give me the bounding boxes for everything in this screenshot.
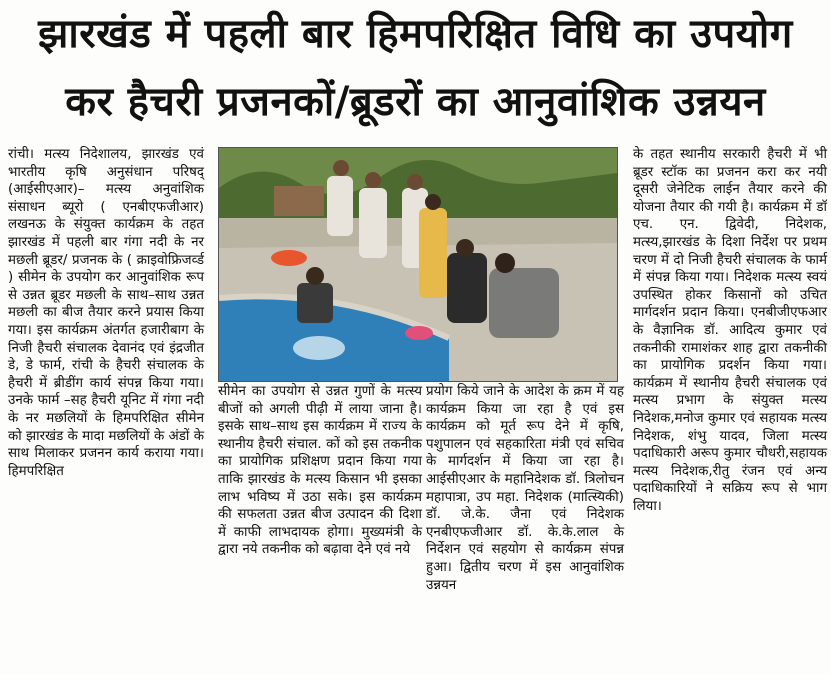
article-text-col-2: सीमेन का उपयोग से उन्नत गुणों के मत्स्य बीजों को अगली पीढ़ी में लाया जाना है। इसके साथ–साथ इस कार्यक्रम में राज्य के स्थानीय हैचरी संचाल. कों को इस तकनीक का प्रायोगिक प्रशिक्षण प्रदान किया गया ताकि झारखंड के मत्स्य किसान भी इसका लाभ भविष्य में उठा सके। इस कार्यक्रम की सफलता उन्नत बीज उत्पादन की दिशा में काफी लाभदायक होगा। मुख्यमंत्री के द्वारा नये तकनीक को बढ़ावा देने एवं नये [218,384,422,558]
headline-line-2: कर हैचरी प्रजनकों/ब्रूडरों का आनुवांशिक उन्नयन [65,79,766,125]
article-column-3 [426,383,624,594]
article-text-col-4: के तहत स्थानीय सरकारी हैचरी में भी ब्रूडर स्टॉक का प्रजनन करा कर नयी दूसरी जेनेटिक लाईन तैयार करने की योजना तैयार की गयी है। कार्यक्रम में डॉ एच. एन. द्विवेदी, निदेशक, मत्स्य,झारखंड के दिशा निर्देश पर प्रथम चरण में दो निजी हैचरी संचालक के फार्म में संपन्न किया गया। निदेशक मत्स्य स्वयं उपस्थित होकर किसानों को उचित मार्गदर्शन प्रदान किया। एनबीजीएफआर के वैज्ञानिक डॉ. आदित्य कुमार एवं तकनीकी रामाशंकर शाह द्वारा तकनीकी का प्रायोगिक प्रदर्शन किया गया। कार्यक्रम में स्थानीय हैचरी संचालक एवं मत्स्य प्रभाग के संयुक्त मत्स्य निदेशक,मनोज कुमार एवं सहायक मत्स्य निदेशक, शंभु यादव, जिला मत्स्य पदाधिकारी अरूप कुमार चौधरी,सहायक मत्स्य निदेशक,रीतु रंजन एवं अन्य पदाधिकारियों ने सक्रिय रूप से भाग लिया। [633,147,827,514]
photo-illustration [219,148,617,381]
article-column-4 [633,146,827,515]
fish-breeding-demonstration-photo [218,147,618,382]
article-column-2 [218,383,422,559]
article-text-col-1: रांची। मत्स्य निदेशालय, झारखंड एवं भारतीय कृषि अनुसंधान परिषद् (आईसीएआर)– मत्स्य अनुवांशिक संसाधन ब्यूरो ( एनबीएफजीआर) लखनऊ के संयुक्त कार्यक्रम के तहत झारखंड में पहली बार गंगा नदी के नर मछली ब्रूडर/ प्रजनक के ( क्राइवोफ्रिजर्व्ड ) सीमेन के उपयोग कर आनुवांशिक रूप से उन्नत ब्रूडर मछली के साथ–साथ उन्नत मछली का बीज तैयार करने प्रयास किया गया। इस कार्यक्रम अंतर्गत हजारीबाग के निजी हैचरी संचालक देवानंद एवं इंद्रजीत डे, डे फार्म, रांची के हैचरी संचालक के हैचरी में ब्रीडींग कार्य संपन्न किया गया। उनके फार्म –सह हैचरी यूनिट में गंगा नदी के नर मछलियों के हिमपरिक्षित सीमेन को झारखंड के मादा मछलियों के अंडों के साथ मिलाकर प्रजनन कार्य कराया गया। हिमपरिक्षित [8,147,204,479]
headline-line-1: झारखंड में पहली बार हिमपरिक्षित विधि का उपयोग [38,11,793,57]
article-column-1 [8,146,204,480]
article-text-col-3: प्रयोग किये जाने के आदेश के क्रम में यह कार्यक्रम किया जा रहा है एवं इस कार्यक्रम को मूर्त रूप देने में कृषि, पशुपालन एवं सहकारिता मंत्री एवं सचिव के मार्गदर्शन में किया जा रहा है। आईसीएआर के महानिदेशक डॉ. त्रिलोचन महापात्रा, उप महा. निदेशक (मात्स्यिकी) डॉ. जे.के. जैना एवं निदेशक एनबीएफजीआर डॉ. के.के.लाल के निर्देशन एवं सहयोग से कार्यक्रम संपन्न हुआ। द्वितीय चरण में इस आनुवांशिक उन्नयन [426,384,624,593]
